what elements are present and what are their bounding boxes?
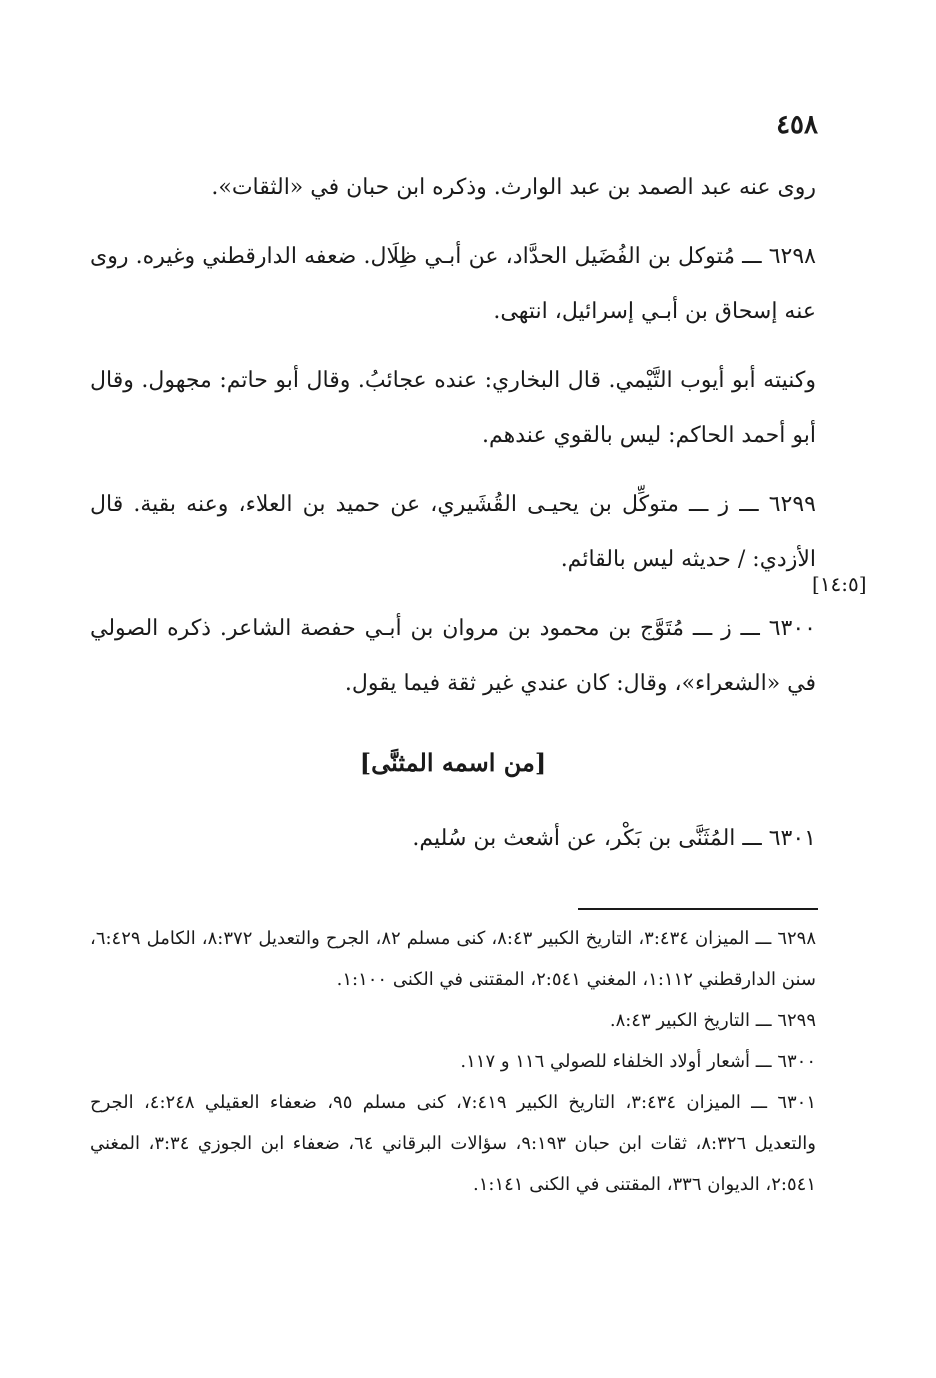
footnote-text: ـــ الميزان ٣:٤٣٤، التاريخ الكبير ٧:٤١٩، كنى مسلم ٩٥، ضعفاء العقيلي ٤:٢٤٨، الجرح والتعديل ٨:٣٢٦، ثقات ابن حبان ٩:١٩٣، سؤالات البرقاني ٦٤، ضعفاء ابن الجوزي ٣:٣٤، المغني ٢:٥٤١، الديوان ٣٣٦، المقتنى في الكنى ١:١٤١. xyxy=(90,1092,817,1195)
entry-text: ـــ ز ـــ مُتَوَّج بن محمود بن مروان بن أبـي حفصة الشاعر. ذكره الصولي في «الشعراء»، وقال: كان عندي غير ثقة فيما يقول. xyxy=(90,616,816,696)
page-number: ٤٥٨ xyxy=(776,110,818,140)
entry-number: ٦٢٩٨ xyxy=(768,244,816,269)
footnote-divider xyxy=(578,908,818,910)
footnote-number: ٦٢٩٨ xyxy=(777,928,817,949)
footnote-6298 xyxy=(90,918,816,1000)
entry-6298-continuation xyxy=(90,353,816,463)
entry-text: ـــ مُتوكل بن الفُضَيل الحدَّاد، عن أبـي ظِلَال. ضعفه الدارقطني وغيره. روى عنه إسحاق بن أبـي إسرائيل، انتهى. xyxy=(90,244,816,324)
entry-6300 xyxy=(90,601,816,711)
footnote-text: ـــ التاريخ الكبير ٨:٤٣. xyxy=(609,1010,772,1031)
margin-reference: [١٤:٥] xyxy=(812,572,867,596)
footnote-text: ـــ الميزان ٣:٤٣٤، التاريخ الكبير ٨:٤٣، كنى مسلم ٨٢، الجرح والتعديل ٨:٣٧٢، الكامل ٦:٤٢٩، سنن الدارقطني ١:١١٢، المغني ٢:٥٤١، المقتنى في الكنى ١:١٠٠. xyxy=(90,928,816,990)
entry-6299 xyxy=(90,477,816,587)
entry-6298 xyxy=(90,229,816,339)
footnotes xyxy=(90,918,816,1205)
footnote-number: ٦٢٩٩ xyxy=(777,1010,816,1031)
footnote-number: ٦٣٠١ xyxy=(777,1092,816,1113)
footnote-text: ـــ أشعار أولاد الخلفاء للصولي ١١٦ و ١١٧. xyxy=(460,1051,772,1072)
entry-text: ـــ ز ـــ متوكِّل بن يحيـى القُشَيري، عن حميد بن العلاء، وعنه بقية. قال الأزدي: / حديثه ليس بالقائم. xyxy=(90,492,816,572)
section-heading: [من اسمه المثنَّى] xyxy=(359,748,547,777)
entry-number: ٦٢٩٩ xyxy=(768,492,816,517)
footnote-6301 xyxy=(90,1082,816,1205)
paragraph-text: روى عنه عبد الصمد بن عبد الوارث. وذكره ابن حبان في «الثقات». xyxy=(211,175,816,200)
paragraph-continuation xyxy=(90,160,816,215)
main-text xyxy=(90,160,816,880)
entry-number: ٦٣٠٠ xyxy=(768,616,816,641)
entry-text: ـــ المُثَنَّى بن بَكْر، عن أشعث بن سُليم. xyxy=(412,826,762,851)
entry-number: ٦٣٠١ xyxy=(768,826,816,851)
entry-6301 xyxy=(90,811,816,866)
footnote-6300 xyxy=(90,1041,816,1082)
footnote-number: ٦٣٠٠ xyxy=(777,1051,816,1072)
footnote-6299 xyxy=(90,1000,816,1041)
paragraph-text: وكنيته أبو أيوب التَّيْمي. قال البخاري: عنده عجائبُ. وقال أبو حاتم: مجهول. وقال أبو أحمد الحاكم: ليس بالقوي عندهم. xyxy=(90,368,816,448)
